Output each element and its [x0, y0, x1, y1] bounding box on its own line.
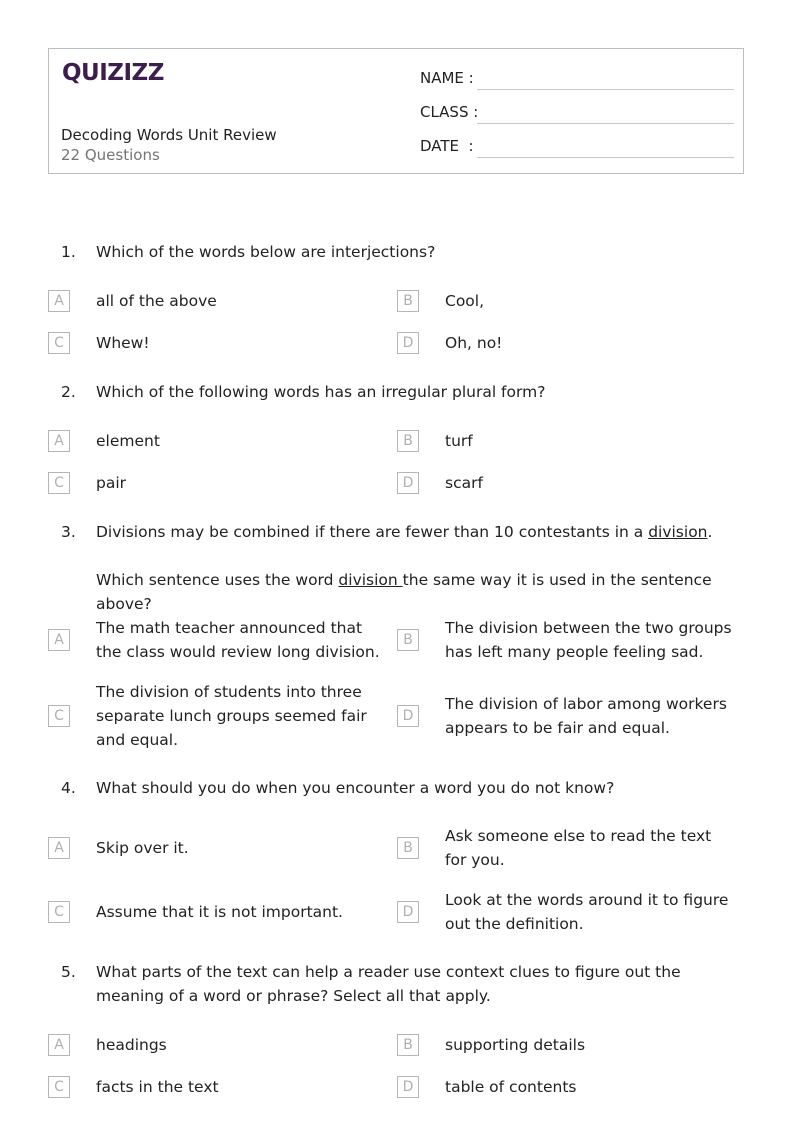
option-text: The math teacher announced that the class would review long division. [96, 619, 380, 661]
option-text: Skip over it. [96, 839, 189, 857]
option-letter-box[interactable]: A [48, 837, 70, 859]
question-text: What parts of the text can help a reader use context clues to figure out the meaning of a word or phrase? Select all that apply. [96, 963, 681, 1005]
option-letter-box[interactable]: B [397, 837, 419, 859]
class-line[interactable] [477, 123, 734, 124]
date-field[interactable] [420, 134, 734, 158]
option-letter-box[interactable]: D [397, 332, 419, 354]
question-number: 4. [61, 779, 76, 797]
option-letter-box[interactable]: B [397, 290, 419, 312]
option-text: headings [96, 1036, 167, 1054]
option-text: all of the above [96, 292, 217, 310]
class-field[interactable] [420, 100, 734, 124]
question-text: Which of the words below are interjections? [96, 243, 436, 261]
question-number: 1. [61, 243, 76, 261]
option-text: turf [445, 432, 473, 450]
class-label: CLASS : [420, 103, 479, 121]
option-letter-box[interactable]: A [48, 290, 70, 312]
date-label: DATE : [420, 137, 474, 155]
option-text: Look at the words around it to figure out the definition. [445, 891, 729, 933]
option-text: supporting details [445, 1036, 586, 1054]
name-line[interactable] [477, 89, 734, 90]
question-text-part: Divisions may be combined if there are fewer than 10 contestants in a [96, 523, 649, 541]
underlined-word: division [648, 523, 708, 541]
option-letter-box[interactable]: C [48, 472, 70, 494]
option-text: The division of students into three separate lunch groups seemed fair and equal. [96, 683, 367, 749]
option-text: Oh, no! [445, 334, 503, 352]
option-text: Whew! [96, 334, 150, 352]
question-number: 3. [61, 523, 76, 541]
option-text: table of contents [445, 1078, 577, 1096]
question-text-part: Which sentence uses the word [96, 571, 339, 589]
option-letter-box[interactable]: C [48, 901, 70, 923]
option-letter-box[interactable]: C [48, 332, 70, 354]
question-subtext [96, 568, 746, 616]
option-text: The division between the two groups has left many people feeling sad. [445, 619, 732, 661]
question-number: 5. [61, 963, 76, 981]
name-label: NAME : [420, 69, 474, 87]
option-text: pair [96, 474, 127, 492]
worksheet-title: Decoding Words Unit Review [61, 126, 277, 144]
option-letter-box[interactable]: A [48, 1034, 70, 1056]
option-text: Cool, [445, 292, 485, 310]
option-text: scarf [445, 474, 483, 492]
worksheet-header [48, 48, 744, 174]
date-line[interactable] [477, 157, 734, 158]
question-text [96, 520, 746, 544]
underlined-word: division [338, 571, 403, 589]
option-letter-box[interactable]: A [48, 430, 70, 452]
option-letter-box[interactable]: B [397, 1034, 419, 1056]
option-text: facts in the text [96, 1078, 219, 1096]
option-text: The division of labor among workers appears to be fair and equal. [445, 695, 727, 737]
option-letter-box[interactable]: C [48, 705, 70, 727]
name-field[interactable] [420, 66, 734, 90]
question-text: Which of the following words has an irregular plural form? [96, 383, 546, 401]
option-text: Ask someone else to read the text for you. [445, 827, 712, 869]
question-text-part: the same way it is used in the sentence above? [96, 571, 712, 613]
question-text-part: . [707, 523, 713, 541]
option-letter-box[interactable]: D [397, 705, 419, 727]
option-letter-box[interactable]: D [397, 901, 419, 923]
option-letter-box[interactable]: D [397, 472, 419, 494]
option-letter-box[interactable]: D [397, 1076, 419, 1098]
option-letter-box[interactable]: B [397, 629, 419, 651]
option-letter-box[interactable]: B [397, 430, 419, 452]
question-text: What should you do when you encounter a word you do not know? [96, 779, 615, 797]
question-number: 2. [61, 383, 76, 401]
quizizz-logo: QUIZIZZ [62, 60, 164, 86]
option-text: Assume that it is not important. [96, 903, 343, 921]
option-letter-box[interactable]: C [48, 1076, 70, 1098]
option-text: element [96, 432, 160, 450]
option-letter-box[interactable]: A [48, 629, 70, 651]
question-count: 22 Questions [61, 146, 160, 164]
